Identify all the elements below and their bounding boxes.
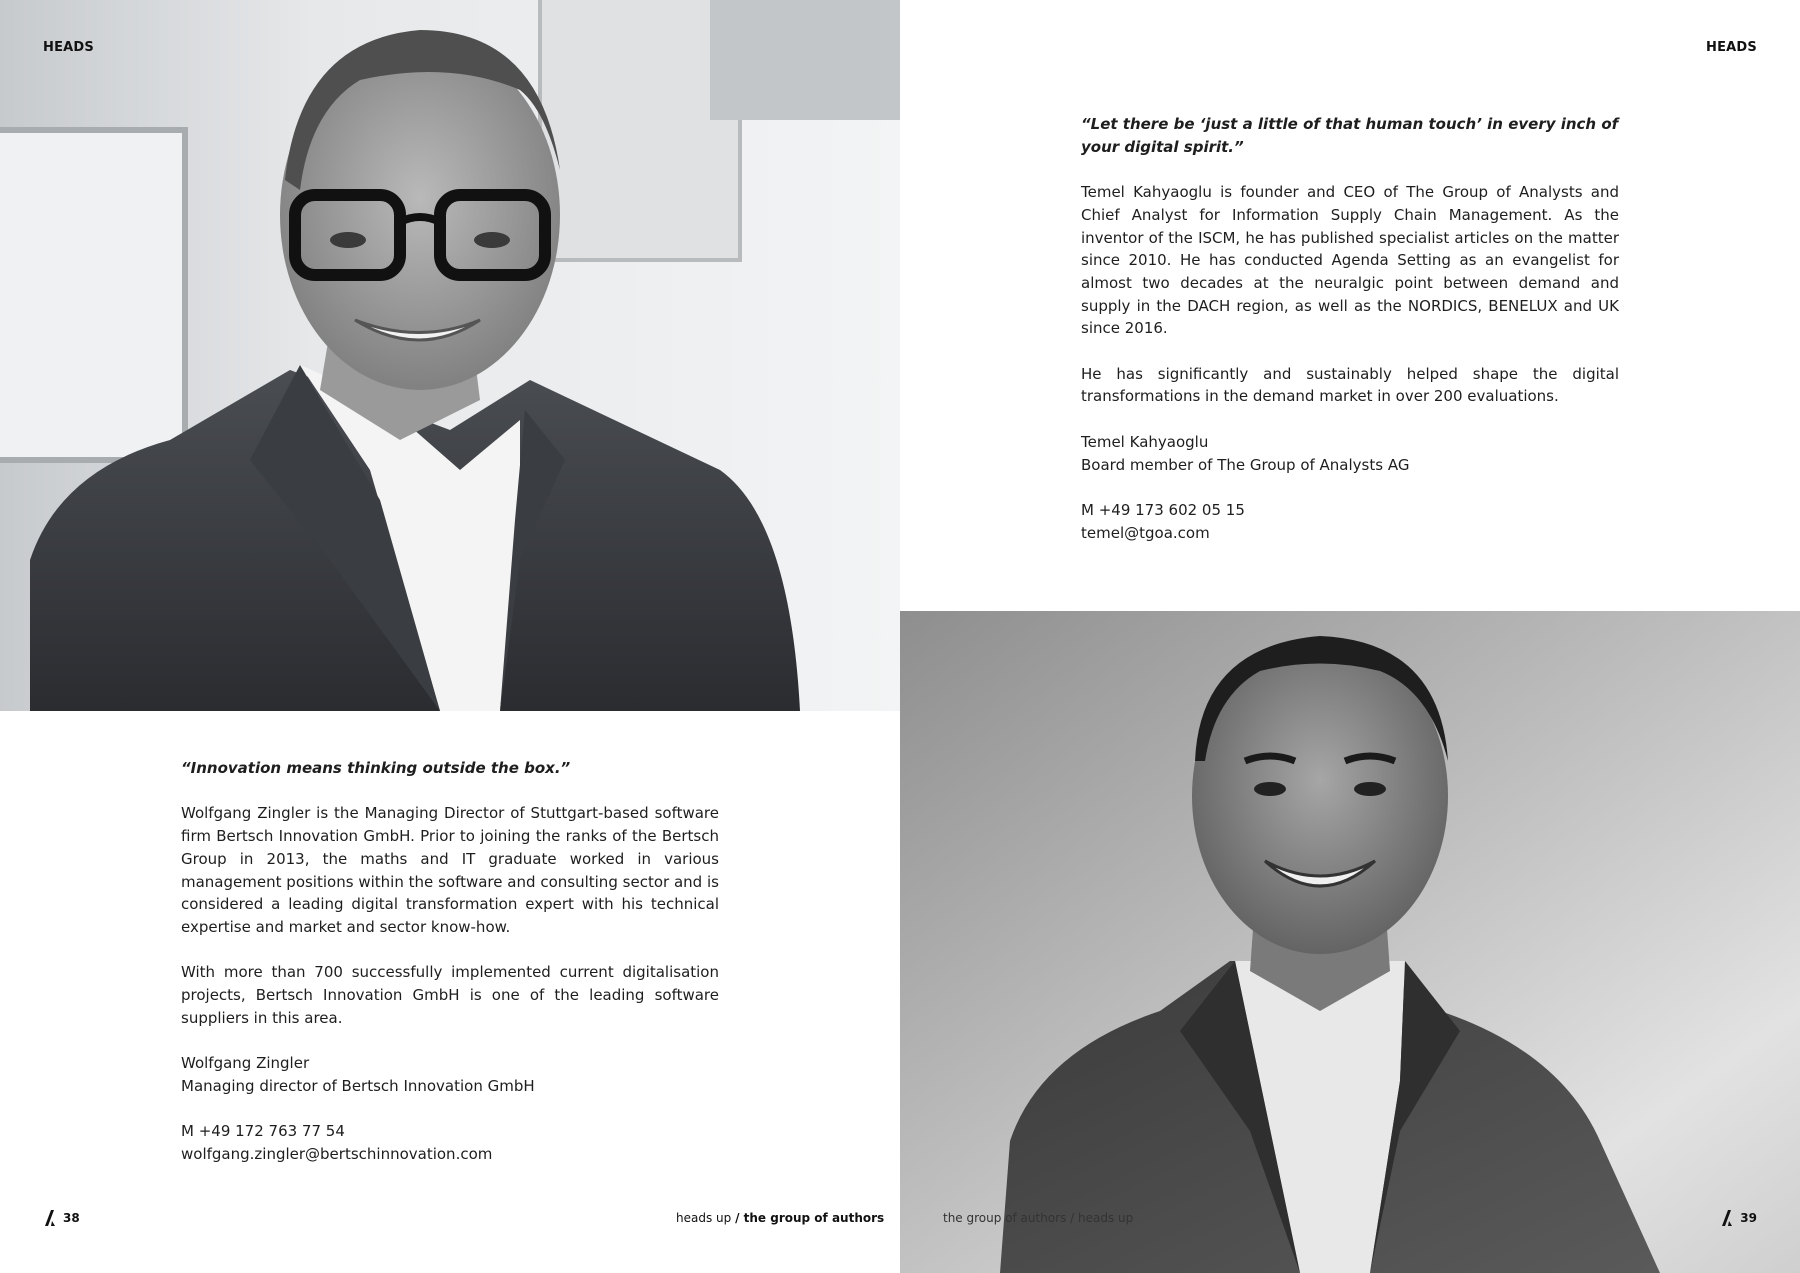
page-number xyxy=(1720,1210,1757,1226)
section-label: HEADS xyxy=(43,40,94,55)
slash-logo-icon xyxy=(43,1210,57,1226)
person-name: Temel Kahyaoglu xyxy=(1081,432,1209,451)
phone-number: M +49 173 602 05 15 xyxy=(1081,500,1245,519)
page-number-value: 39 xyxy=(1740,1211,1757,1225)
right-page xyxy=(900,0,1800,1273)
page-number xyxy=(43,1210,80,1226)
page-number-value: 38 xyxy=(63,1211,80,1225)
email-link[interactable]: wolfgang.zingler@bertschinnovation.com xyxy=(181,1144,493,1163)
footer-prefix: heads up xyxy=(676,1211,732,1225)
quote: “Let there be ‘just a little of that human touch’ in every inch of your digital spirit.” xyxy=(1081,115,1619,156)
portrait-illustration xyxy=(900,611,1800,1273)
email-link[interactable]: temel@tgoa.com xyxy=(1081,523,1210,542)
running-footer xyxy=(676,1211,884,1225)
person-name: Wolfgang Zingler xyxy=(181,1054,310,1073)
bio-paragraph: Wolfgang Zingler is the Managing Director of Stuttgart-based software firm Bertsch Innovation GmbH. Prior to joining the ranks of the Bertsch Group in 2013, the maths and IT graduate worked in various management positions within the software and consulting sector and is considered a leading digital transformation expert with his technical expertise and market and sector know-how. xyxy=(181,804,719,936)
portrait-illustration xyxy=(0,0,900,711)
section-label: HEADS xyxy=(1706,40,1757,55)
bio-paragraph: With more than 700 successfully implemented current digitalisation projects, Bertsch Innovation GmbH is one of the leading software suppliers in this area. xyxy=(181,963,719,1027)
bio-temel-kahyaoglu xyxy=(1081,113,1619,544)
phone-number: M +49 172 763 77 54 xyxy=(181,1122,345,1141)
person-role: Managing director of Bertsch Innovation GmbH xyxy=(181,1076,535,1095)
footer-suffix: / the group of authors xyxy=(735,1211,885,1225)
bio-paragraph: Temel Kahyaoglu is founder and CEO of The Group of Analysts and Chief Analyst for Information Supply Chain Management. As the inventor of the ISCM, he has published specialist articles on the matter since 2010. He has conducted Agenda Setting as an evangelist for almost two decades at the neuralgic point between demand and supply in the DACH region, as well as the NORDICS, BENELUX and UK since 2016. xyxy=(1081,183,1619,338)
person-role: Board member of The Group of Analysts AG xyxy=(1081,455,1410,474)
bio-paragraph: He has significantly and sustainably helped shape the digital transformations in the demand market in over 200 evaluations. xyxy=(1081,364,1619,406)
quote: “Innovation means thinking outside the box.” xyxy=(181,759,571,777)
bio-wolfgang-zingler xyxy=(181,757,719,1166)
running-footer: the group of authors / heads up xyxy=(943,1211,1134,1225)
portrait-photo-temel-kahyaoglu xyxy=(900,611,1800,1273)
portrait-photo-wolfgang-zingler xyxy=(0,0,900,711)
slash-logo-icon xyxy=(1720,1210,1734,1226)
